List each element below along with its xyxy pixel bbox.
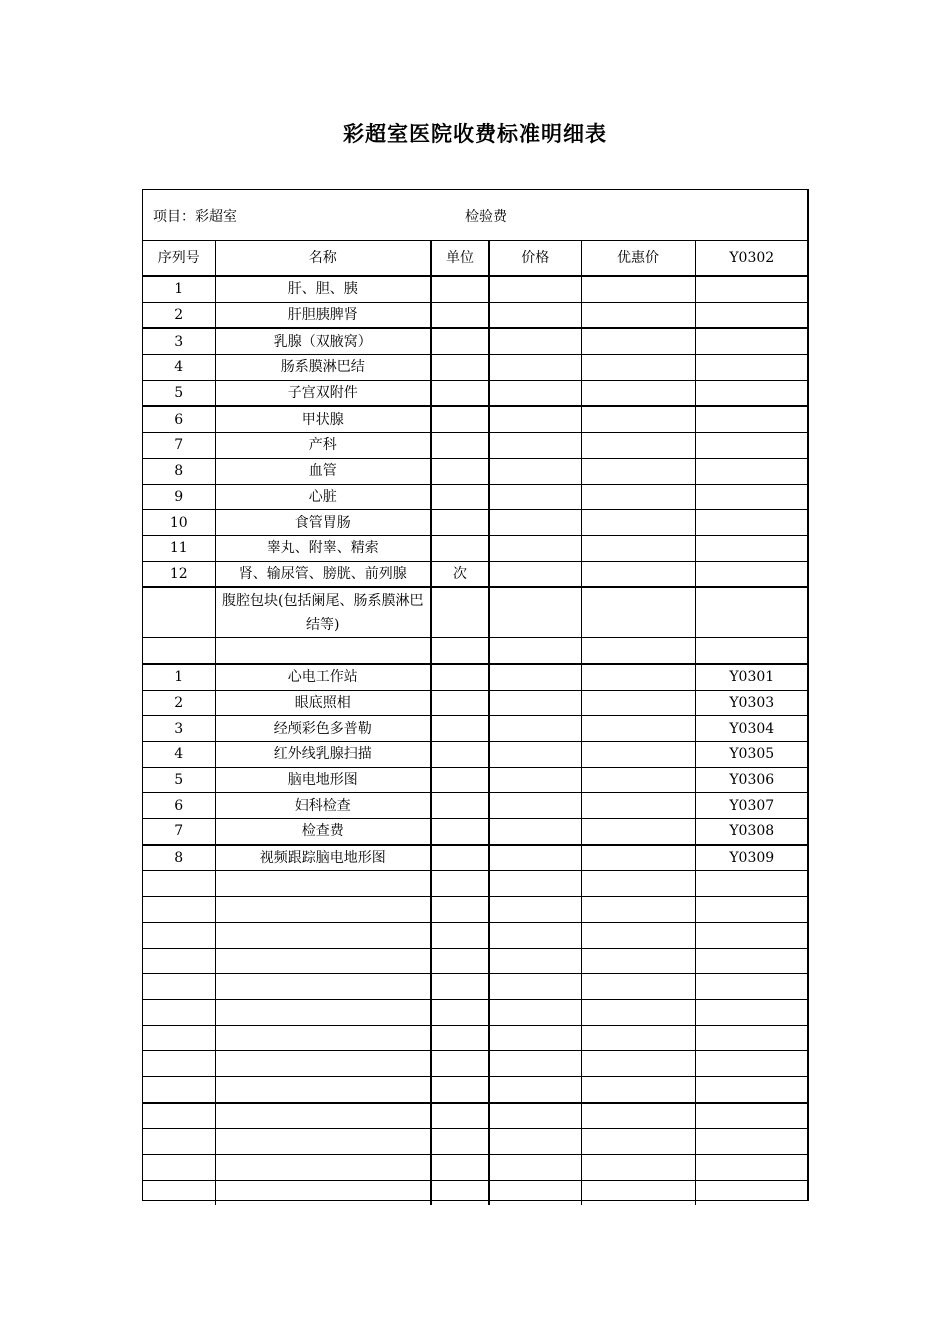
row-price (489, 587, 581, 638)
row-code (695, 433, 808, 459)
row-discount (581, 922, 695, 948)
row-price (489, 742, 581, 768)
row-discount (581, 535, 695, 561)
row-unit (431, 845, 489, 871)
row-name (215, 1129, 431, 1155)
row-serial: 1 (143, 664, 215, 690)
row-price (489, 380, 581, 406)
row-price (489, 302, 581, 328)
row-price (489, 276, 581, 302)
table-row (143, 380, 808, 406)
row-price (489, 328, 581, 354)
row-serial: 5 (143, 767, 215, 793)
row-serial (143, 1180, 215, 1205)
table-row (143, 328, 808, 354)
row-serial (143, 999, 215, 1025)
header-discount: 优惠价 (581, 240, 695, 276)
row-serial (143, 1076, 215, 1102)
row-serial: 3 (143, 716, 215, 742)
row-discount (581, 1103, 695, 1129)
row-unit (431, 999, 489, 1025)
row-name (215, 1180, 431, 1205)
row-name: 眼底照相 (215, 690, 431, 716)
row-name: 食管胃肠 (215, 510, 431, 536)
header-serial: 序列号 (143, 240, 215, 276)
row-price (489, 999, 581, 1025)
row-name: 红外线乳腺扫描 (215, 742, 431, 768)
fee-sheet (142, 189, 809, 1201)
row-discount (581, 458, 695, 484)
row-discount (581, 1025, 695, 1051)
row-discount (581, 406, 695, 432)
row-price (489, 1155, 581, 1181)
row-price (489, 561, 581, 587)
row-discount (581, 793, 695, 819)
row-serial: 4 (143, 742, 215, 768)
row-discount (581, 587, 695, 638)
row-discount (581, 510, 695, 536)
row-code: Y0305 (695, 742, 808, 768)
row-price (489, 1025, 581, 1051)
row-discount (581, 871, 695, 897)
row-serial (143, 1051, 215, 1077)
row-serial: 3 (143, 328, 215, 354)
table-row (143, 276, 808, 302)
row-name (215, 974, 431, 1000)
row-discount (581, 380, 695, 406)
row-price (489, 897, 581, 923)
row-unit (431, 664, 489, 690)
row-name (215, 922, 431, 948)
row-price (489, 535, 581, 561)
row-serial: 4 (143, 355, 215, 381)
row-code: Y0309 (695, 845, 808, 871)
row-code (695, 1025, 808, 1051)
row-price (489, 871, 581, 897)
table-row (143, 510, 808, 536)
row-serial: 1 (143, 276, 215, 302)
row-serial (143, 1103, 215, 1129)
table-row (143, 1103, 808, 1129)
table-row (143, 948, 808, 974)
table-row (143, 742, 808, 768)
row-discount (581, 999, 695, 1025)
header-code: Y0302 (695, 240, 808, 276)
row-name: 肾、输尿管、膀胱、前列腺 (215, 561, 431, 587)
row-code (695, 948, 808, 974)
row-discount (581, 355, 695, 381)
row-unit (431, 922, 489, 948)
row-code (695, 276, 808, 302)
table-row (143, 871, 808, 897)
row-price (489, 406, 581, 432)
row-serial: 10 (143, 510, 215, 536)
table-row (143, 355, 808, 381)
row-unit (431, 716, 489, 742)
table-row (143, 1051, 808, 1077)
table-row (143, 302, 808, 328)
row-code (695, 1155, 808, 1181)
row-discount (581, 845, 695, 871)
row-unit (431, 819, 489, 845)
table-row (143, 638, 808, 664)
row-code (695, 1129, 808, 1155)
row-unit (431, 638, 489, 664)
row-discount (581, 897, 695, 923)
row-serial (143, 638, 215, 664)
row-unit (431, 767, 489, 793)
row-name (215, 1025, 431, 1051)
row-name (215, 999, 431, 1025)
row-discount (581, 1180, 695, 1205)
row-serial (143, 897, 215, 923)
row-discount (581, 716, 695, 742)
row-code (695, 587, 808, 638)
row-price (489, 948, 581, 974)
row-unit (431, 871, 489, 897)
table-row (143, 1155, 808, 1181)
row-price (489, 819, 581, 845)
row-price (489, 433, 581, 459)
row-serial: 2 (143, 302, 215, 328)
table-row (143, 484, 808, 510)
row-code (695, 1051, 808, 1077)
row-code (695, 922, 808, 948)
row-code (695, 484, 808, 510)
row-price (489, 767, 581, 793)
row-price (489, 974, 581, 1000)
row-discount (581, 638, 695, 664)
row-name: 心脏 (215, 484, 431, 510)
row-discount (581, 328, 695, 354)
row-price (489, 638, 581, 664)
row-discount (581, 948, 695, 974)
header-name: 名称 (215, 240, 431, 276)
row-unit (431, 458, 489, 484)
row-serial: 7 (143, 819, 215, 845)
row-name (215, 1076, 431, 1102)
row-unit (431, 1129, 489, 1155)
row-discount (581, 1051, 695, 1077)
header-unit: 单位 (431, 240, 489, 276)
row-serial (143, 974, 215, 1000)
row-price (489, 484, 581, 510)
header-row (143, 240, 808, 276)
row-discount (581, 974, 695, 1000)
row-serial: 6 (143, 406, 215, 432)
table-row (143, 819, 808, 845)
row-serial: 2 (143, 690, 215, 716)
row-price (489, 690, 581, 716)
row-serial (143, 1129, 215, 1155)
row-name: 睾丸、附睾、精索 (215, 535, 431, 561)
table-row (143, 690, 808, 716)
row-discount (581, 742, 695, 768)
row-unit (431, 742, 489, 768)
header-price: 价格 (489, 240, 581, 276)
row-price (489, 1180, 581, 1205)
row-serial (143, 587, 215, 638)
row-name (215, 1155, 431, 1181)
row-name: 脑电地形图 (215, 767, 431, 793)
row-name: 心电工作站 (215, 664, 431, 690)
row-code (695, 328, 808, 354)
row-unit (431, 328, 489, 354)
row-price (489, 510, 581, 536)
row-code (695, 535, 808, 561)
row-price (489, 355, 581, 381)
row-name: 经颅彩色多普勒 (215, 716, 431, 742)
row-name: 视频跟踪脑电地形图 (215, 845, 431, 871)
project-row (143, 190, 807, 241)
row-name: 检查费 (215, 819, 431, 845)
row-unit (431, 974, 489, 1000)
row-serial: 8 (143, 845, 215, 871)
row-name: 产科 (215, 433, 431, 459)
table-row (143, 1025, 808, 1051)
table-row (143, 406, 808, 432)
row-code (695, 510, 808, 536)
row-unit (431, 897, 489, 923)
row-price (489, 716, 581, 742)
row-serial: 7 (143, 433, 215, 459)
row-serial: 11 (143, 535, 215, 561)
row-discount (581, 819, 695, 845)
table-row (143, 974, 808, 1000)
row-name: 子宫双附件 (215, 380, 431, 406)
table-row (143, 999, 808, 1025)
row-code (695, 897, 808, 923)
row-code (695, 561, 808, 587)
row-unit (431, 510, 489, 536)
row-discount (581, 664, 695, 690)
row-unit (431, 433, 489, 459)
row-price (489, 793, 581, 819)
row-unit (431, 1103, 489, 1129)
row-name: 血管 (215, 458, 431, 484)
row-code: Y0308 (695, 819, 808, 845)
row-unit (431, 535, 489, 561)
table-row (143, 897, 808, 923)
table-row (143, 433, 808, 459)
row-name (215, 638, 431, 664)
row-discount (581, 433, 695, 459)
table-row (143, 458, 808, 484)
row-code (695, 999, 808, 1025)
row-name (215, 871, 431, 897)
table-row (143, 1129, 808, 1155)
row-code (695, 302, 808, 328)
row-name: 妇科检查 (215, 793, 431, 819)
row-unit (431, 380, 489, 406)
row-unit (431, 1025, 489, 1051)
table-row (143, 716, 808, 742)
row-unit (431, 484, 489, 510)
row-unit (431, 948, 489, 974)
row-code (695, 406, 808, 432)
row-price (489, 1051, 581, 1077)
row-unit (431, 406, 489, 432)
table-row (143, 664, 808, 690)
row-price (489, 1076, 581, 1102)
table-row (143, 1180, 808, 1205)
row-code (695, 1180, 808, 1205)
fee-table (143, 240, 808, 1205)
row-price (489, 664, 581, 690)
row-unit (431, 1051, 489, 1077)
table-row (143, 587, 808, 638)
row-price (489, 1129, 581, 1155)
fee-table-body (143, 240, 808, 1205)
row-name (215, 948, 431, 974)
row-discount (581, 690, 695, 716)
row-serial (143, 948, 215, 974)
table-row (143, 922, 808, 948)
row-discount (581, 302, 695, 328)
row-discount (581, 1155, 695, 1181)
row-discount (581, 484, 695, 510)
row-code: Y0307 (695, 793, 808, 819)
row-price (489, 1103, 581, 1129)
row-unit (431, 690, 489, 716)
row-code (695, 458, 808, 484)
row-code (695, 1103, 808, 1129)
row-unit (431, 793, 489, 819)
row-name (215, 1051, 431, 1077)
row-discount (581, 1076, 695, 1102)
row-unit (431, 276, 489, 302)
row-code (695, 380, 808, 406)
row-price (489, 458, 581, 484)
row-code (695, 974, 808, 1000)
row-code (695, 355, 808, 381)
row-code (695, 871, 808, 897)
row-unit (431, 355, 489, 381)
row-serial (143, 922, 215, 948)
row-serial (143, 1025, 215, 1051)
row-name: 肝、胆、胰 (215, 276, 431, 302)
row-unit (431, 1155, 489, 1181)
row-code: Y0304 (695, 716, 808, 742)
row-code: Y0301 (695, 664, 808, 690)
row-discount (581, 276, 695, 302)
row-serial: 8 (143, 458, 215, 484)
row-serial (143, 1155, 215, 1181)
row-serial: 9 (143, 484, 215, 510)
table-row (143, 561, 808, 587)
row-serial: 12 (143, 561, 215, 587)
row-price (489, 845, 581, 871)
table-row (143, 767, 808, 793)
row-name: 肝胆胰脾肾 (215, 302, 431, 328)
row-serial: 6 (143, 793, 215, 819)
page-title: 彩超室医院收费标准明细表 (343, 122, 607, 146)
row-discount (581, 561, 695, 587)
row-code (695, 1076, 808, 1102)
row-name (215, 1103, 431, 1129)
row-unit (431, 587, 489, 638)
table-row (143, 1076, 808, 1102)
fee-type-label: 检验费 (465, 209, 507, 225)
row-unit (431, 1076, 489, 1102)
row-name: 乳腺（双腋窝） (215, 328, 431, 354)
row-unit (431, 1180, 489, 1205)
table-row (143, 793, 808, 819)
row-price (489, 922, 581, 948)
row-serial (143, 871, 215, 897)
row-unit: 次 (431, 561, 489, 587)
row-name: 甲状腺 (215, 406, 431, 432)
table-row (143, 845, 808, 871)
row-code (695, 638, 808, 664)
row-code: Y0303 (695, 690, 808, 716)
row-discount (581, 767, 695, 793)
project-label: 项目：彩超室 (153, 209, 237, 225)
row-discount (581, 1129, 695, 1155)
row-name (215, 897, 431, 923)
row-code: Y0306 (695, 767, 808, 793)
row-name: 腹腔包块(包括阑尾、肠系膜淋巴结等) (215, 587, 431, 638)
row-name: 肠系膜淋巴结 (215, 355, 431, 381)
row-serial: 5 (143, 380, 215, 406)
row-unit (431, 302, 489, 328)
table-row (143, 535, 808, 561)
